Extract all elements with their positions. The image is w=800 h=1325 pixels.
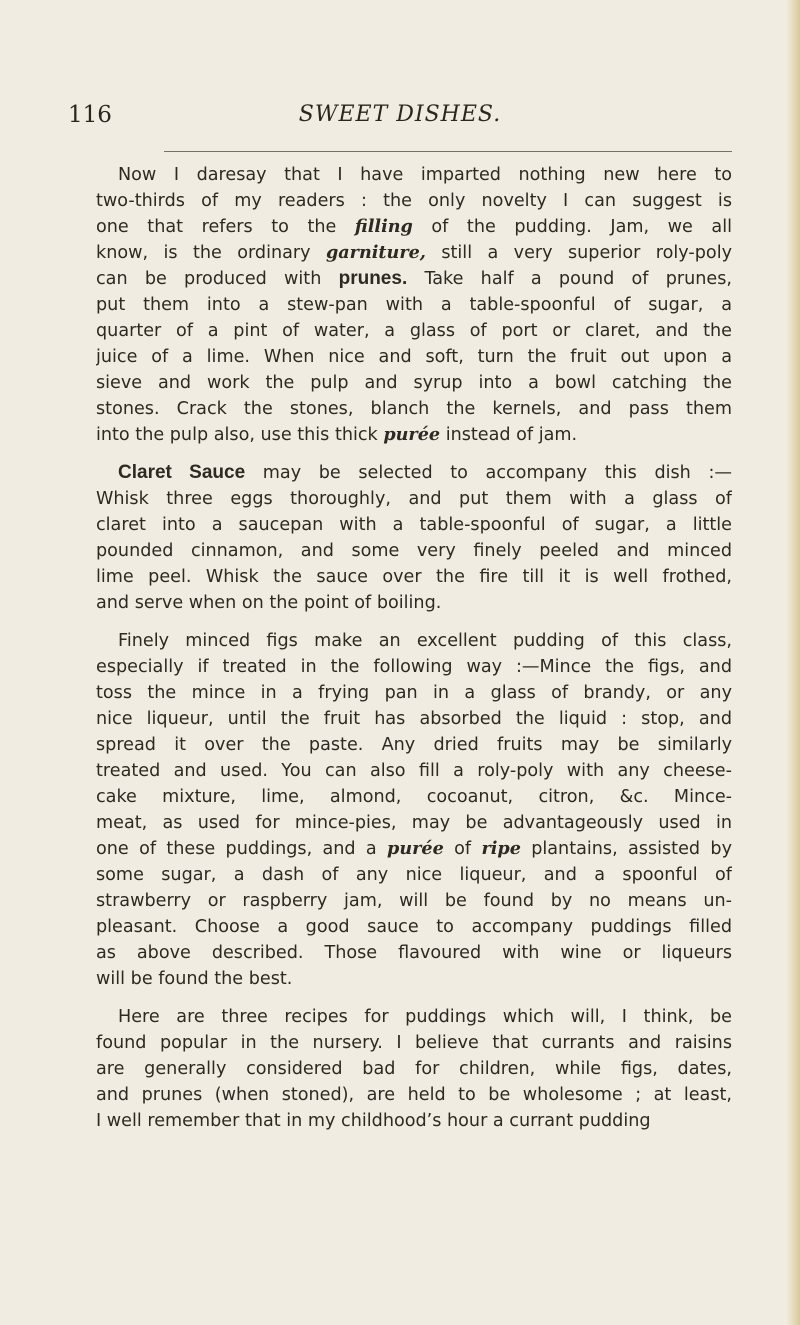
text-line: as above described. Those flavoured with wine or liqueurs: [96, 943, 732, 963]
text-line: will be found the best.: [96, 969, 293, 989]
paragraph: [96, 1004, 732, 1134]
text-line: sieve and work the pulp and syrup into a bowl catching the: [96, 373, 732, 393]
text-line: pleasant. Choose a good sauce to accompany puddings filled: [96, 917, 732, 937]
text-line: cake mixture, lime, almond, cocoanut, citron, &c. Mince-: [96, 787, 732, 807]
text-line: meat, as used for mince-pies, may be advantageously used in: [96, 813, 732, 833]
text-line: put them into a stew-pan with a table-spoonful of sugar, a: [96, 295, 732, 315]
bold-term: Claret Sauce: [118, 462, 246, 483]
page-number: 116: [68, 102, 112, 128]
paragraph-gap: [96, 448, 732, 460]
italic-term: purée: [387, 838, 444, 859]
text-line: stones. Crack the stones, blanch the kernels, and pass them: [96, 399, 732, 419]
text-line: into the pulp also, use this thick purée instead of jam.: [96, 424, 578, 445]
italic-term: filling: [354, 216, 413, 237]
italic-term: ripe: [481, 838, 521, 859]
text-line: Finely minced figs make an excellent pudding of this class,: [118, 631, 732, 651]
text-line: pounded cinnamon, and some very finely peeled and minced: [96, 541, 732, 561]
text-line: Now I daresay that I have imparted nothing new here to: [118, 165, 732, 185]
paragraph: [96, 628, 732, 992]
text-line: especially if treated in the following way :—Mince the figs, and: [96, 657, 732, 677]
text-line: can be produced with prunes. Take half a pound of prunes,: [96, 268, 732, 289]
page-header: [68, 96, 732, 140]
text-line: quarter of a pint of water, a glass of port or claret, and the: [96, 321, 732, 341]
italic-term: purée: [383, 424, 441, 445]
bold-term: prunes.: [338, 268, 408, 289]
page-edge: [786, 0, 800, 1325]
text-line: and serve when on the point of boiling.: [96, 593, 442, 613]
header-rule: [164, 151, 732, 152]
paragraph: [96, 162, 732, 448]
body-text: [96, 162, 732, 1134]
text-line: two-thirds of my readers : the only novelty I can suggest is: [96, 191, 732, 211]
paragraph: [96, 460, 732, 616]
text-line: and prunes (when stoned), are held to be wholesome ; at least,: [96, 1085, 732, 1105]
text-line: juice of a lime. When nice and soft, turn the fruit out upon a: [96, 347, 732, 367]
text-line: one of these puddings, and a purée of ripe plantains, assisted by: [96, 838, 732, 859]
text-line: know, is the ordinary garniture, still a very superior roly-poly: [96, 242, 732, 263]
text-line: one that refers to the filling of the pudding. Jam, we all: [96, 216, 732, 237]
text-line: lime peel. Whisk the sauce over the fire till it is well frothed,: [96, 567, 732, 587]
text-line: Whisk three eggs thoroughly, and put them with a glass of: [96, 489, 732, 509]
italic-term: garniture,: [325, 242, 426, 263]
text-line: treated and used. You can also fill a roly-poly with any cheese-: [96, 761, 732, 781]
running-head: SWEET DISHES.: [298, 102, 502, 127]
text-line: are generally considered bad for children, while figs, dates,: [96, 1059, 732, 1079]
paragraph-gap: [96, 616, 732, 628]
text-line: claret into a saucepan with a table-spoonful of sugar, a little: [96, 515, 732, 535]
text-line: nice liqueur, until the fruit has absorbed the liquid : stop, and: [96, 709, 732, 729]
text-line: spread it over the paste. Any dried fruits may be similarly: [96, 735, 732, 755]
text-line: found popular in the nursery. I believe that currants and raisins: [96, 1033, 732, 1053]
text-line: toss the mince in a frying pan in a glass of brandy, or any: [96, 683, 732, 703]
text-line: Claret Sauce may be selected to accompany this dish :—: [118, 462, 732, 483]
text-line: strawberry or raspberry jam, will be found by no means un-: [96, 891, 732, 911]
paragraph-gap: [96, 992, 732, 1004]
text-line: Here are three recipes for puddings which will, I think, be: [118, 1007, 732, 1027]
text-line: some sugar, a dash of any nice liqueur, and a spoonful of: [96, 865, 732, 885]
text-line: I well remember that in my childhood’s hour a currant pudding: [96, 1111, 651, 1131]
